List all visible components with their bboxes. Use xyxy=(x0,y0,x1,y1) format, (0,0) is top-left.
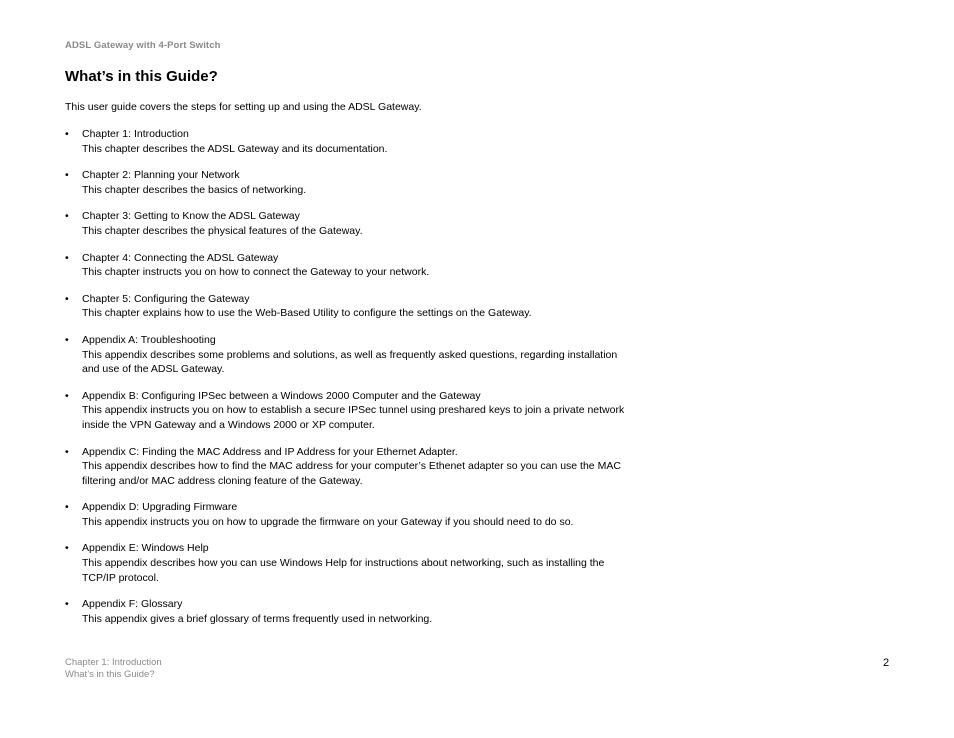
list-item xyxy=(65,209,625,238)
bullet: • xyxy=(65,501,69,514)
list-item xyxy=(65,251,625,280)
running-header: ADSL Gateway with 4-Port Switch xyxy=(65,40,221,51)
item-title: Chapter 5: Configuring the Gateway xyxy=(82,292,250,305)
item-title: Appendix B: Configuring IPSec between a Windows 2000 Computer and the Gateway xyxy=(82,389,481,402)
item-description: This appendix instructs you on how to establish a secure IPSec tunnel using preshared keys to join a private network inside the VPN Gateway and a Windows 2000 or XP computer. xyxy=(82,404,625,431)
footer-section: What’s in this Guide? xyxy=(65,669,155,680)
item-title: Appendix A: Troubleshooting xyxy=(82,333,216,346)
list-item xyxy=(65,597,625,626)
bullet: • xyxy=(65,210,69,223)
item-title: Chapter 1: Introduction xyxy=(82,128,189,140)
list-item xyxy=(65,445,625,489)
bullet: • xyxy=(65,333,69,346)
intro-paragraph: This user guide covers the steps for setting up and using the ADSL Gateway. xyxy=(65,101,422,113)
list-item xyxy=(65,500,625,529)
item-title: Appendix C: Finding the MAC Address and IP Address for your Ethernet Adapter. xyxy=(82,445,458,458)
item-description: This appendix describes some problems and solutions, as well as frequently asked questions, regarding installation and use of the ADSL Gateway. xyxy=(82,348,618,376)
list-item xyxy=(65,168,625,197)
item-description: This appendix describes how you can use Windows Help for instructions about networking, such as installing the TCP/IP protocol. xyxy=(82,557,605,584)
list-item xyxy=(65,333,625,377)
chapter-list xyxy=(65,127,625,638)
item-title: Appendix F: Glossary xyxy=(82,598,183,611)
item-description: This chapter describes the basics of networking. xyxy=(82,183,307,196)
list-item xyxy=(65,127,625,156)
list-item xyxy=(65,292,625,321)
list-item xyxy=(65,389,625,433)
item-title: Appendix E: Windows Help xyxy=(82,542,209,555)
item-description: This chapter describes the ADSL Gateway and its documentation. xyxy=(82,142,388,155)
bullet: • xyxy=(65,389,69,402)
bullet: • xyxy=(65,598,69,611)
page-title: What’s in this Guide? xyxy=(65,68,218,85)
item-description: This chapter explains how to use the Web-Based Utility to configure the settings on the Gateway. xyxy=(82,307,532,320)
bullet: • xyxy=(65,292,69,305)
page-number: 2 xyxy=(883,657,890,669)
item-title: Appendix D: Upgrading Firmware xyxy=(82,501,238,514)
bullet: • xyxy=(65,251,69,264)
item-description: This chapter describes the physical features of the Gateway. xyxy=(82,224,363,237)
footer-breadcrumb xyxy=(65,657,162,681)
bullet: • xyxy=(65,542,69,555)
bullet: • xyxy=(65,128,69,140)
item-description: This chapter instructs you on how to connect the Gateway to your network. xyxy=(82,266,430,279)
item-description: This appendix gives a brief glossary of terms frequently used in networking. xyxy=(82,612,433,625)
footer-chapter: Chapter 1: Introduction xyxy=(65,657,162,668)
item-description: This appendix instructs you on how to upgrade the firmware on your Gateway if you should need to do so. xyxy=(82,515,574,528)
bullet: • xyxy=(65,169,69,182)
item-title: Chapter 3: Getting to Know the ADSL Gateway xyxy=(82,210,300,223)
item-title: Chapter 4: Connecting the ADSL Gateway xyxy=(82,251,279,264)
item-description: This appendix describes how to find the MAC address for your computer’s Ethenet adapter so you can use the MAC filtering and/or MAC address cloning feature of the Gateway. xyxy=(82,460,621,487)
item-title: Chapter 2: Planning your Network xyxy=(82,169,240,182)
list-item xyxy=(65,541,625,585)
bullet: • xyxy=(65,445,69,458)
